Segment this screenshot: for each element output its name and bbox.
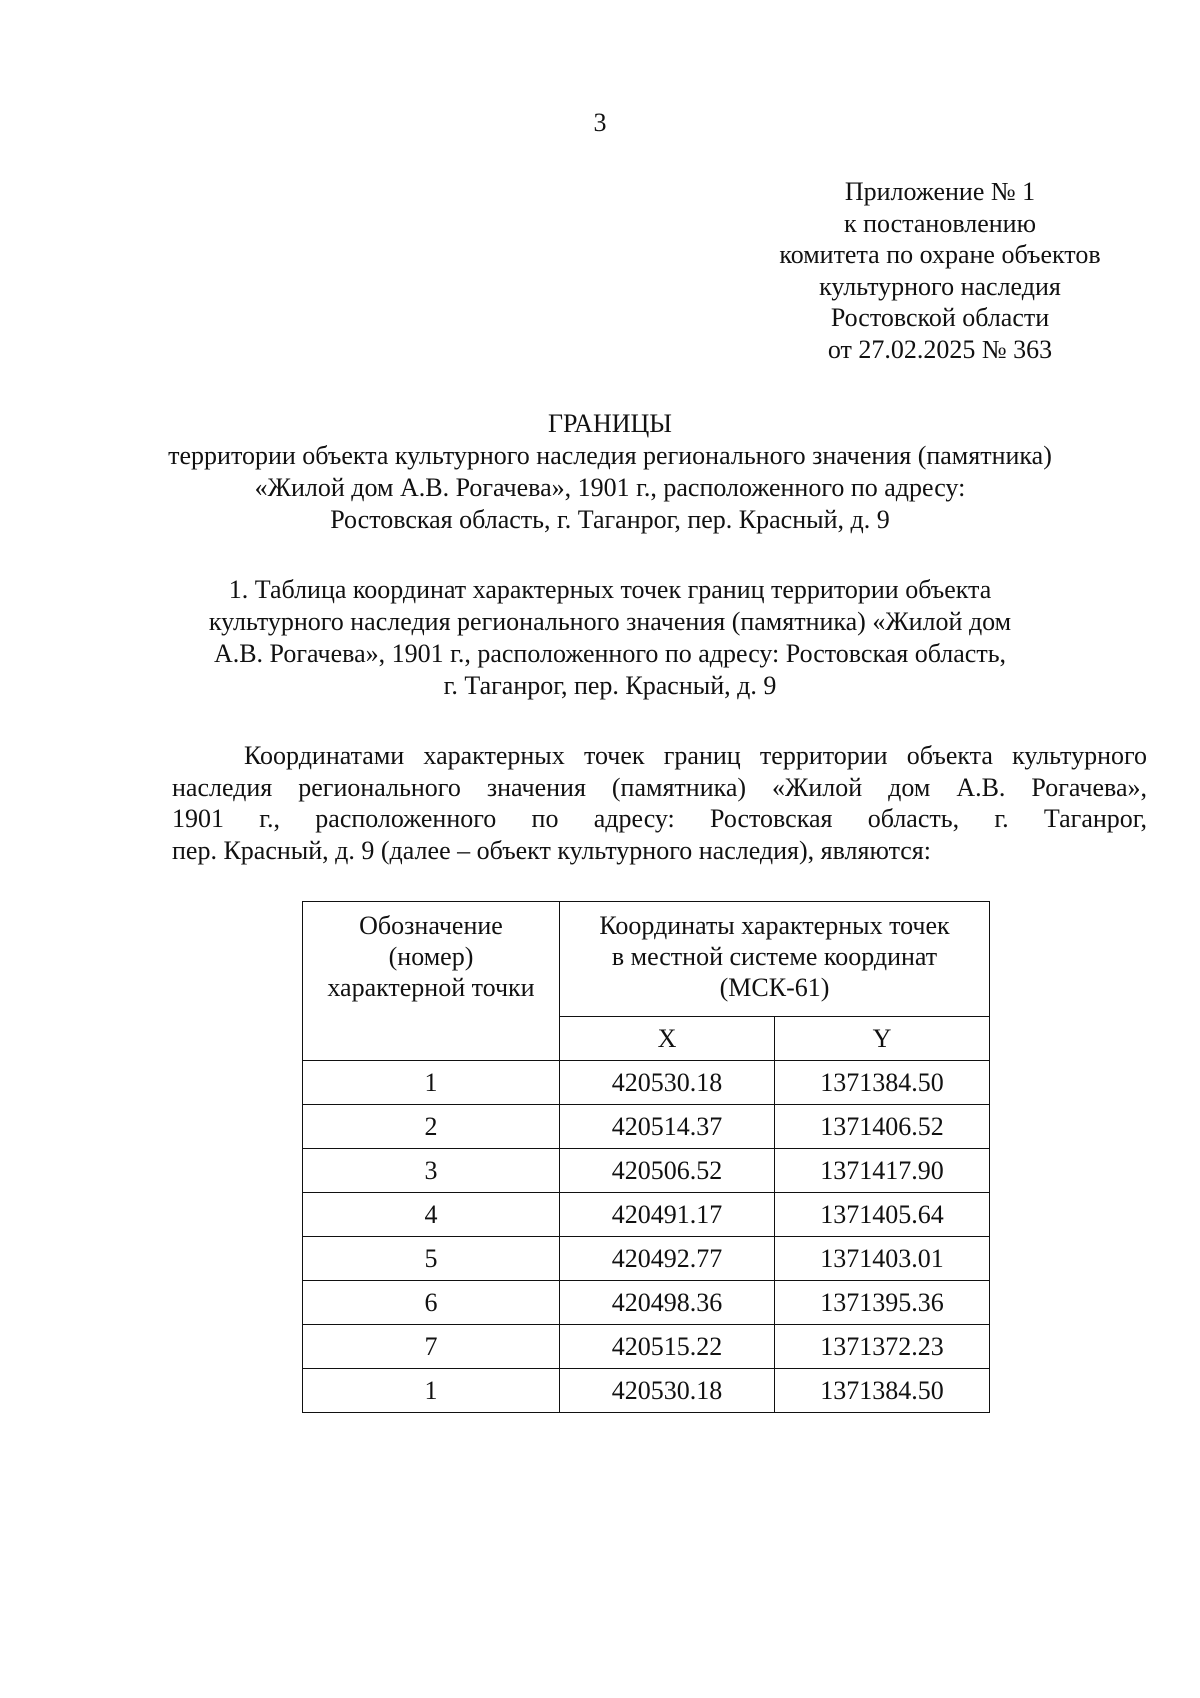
coord-x: 420515.22 xyxy=(560,1325,775,1369)
coord-y: 1371403.01 xyxy=(775,1237,990,1281)
appendix-line: Приложение № 1 xyxy=(844,177,1036,206)
header-point-designation xyxy=(303,902,560,1061)
table-row xyxy=(303,1237,990,1281)
point-number: 1 xyxy=(303,1369,560,1413)
coord-y: 1371395.36 xyxy=(775,1281,990,1325)
header-coords-line: Координаты характерных точек xyxy=(599,911,950,940)
title-line: территории объекта культурного наследия регионального значения (памятника) xyxy=(168,441,1052,470)
section-heading xyxy=(150,574,1070,702)
appendix-header xyxy=(760,176,1120,365)
table-row xyxy=(303,1193,990,1237)
page-number: 3 xyxy=(593,108,607,137)
point-number: 7 xyxy=(303,1325,560,1369)
header-point-line: (номер) xyxy=(388,942,474,971)
intro-line: 1901 г., расположенного по адресу: Ростовская область, г. Таганрог, xyxy=(172,804,1147,833)
coord-y: 1371384.50 xyxy=(775,1061,990,1105)
coordinates-table xyxy=(302,901,990,1413)
header-x: X xyxy=(560,1017,775,1061)
section-line: 1. Таблица координат характерных точек границ территории объекта xyxy=(228,575,992,604)
point-number: 5 xyxy=(303,1237,560,1281)
document-title xyxy=(150,408,1070,536)
point-number: 6 xyxy=(303,1281,560,1325)
table-row xyxy=(303,1325,990,1369)
appendix-line: Ростовской области xyxy=(830,303,1050,332)
section-line: культурного наследия регионального значения (памятника) «Жилой дом xyxy=(208,607,1012,636)
header-coordinates xyxy=(560,902,990,1017)
coord-x: 420514.37 xyxy=(560,1105,775,1149)
point-number: 2 xyxy=(303,1105,560,1149)
header-coords-line: в местной системе координат xyxy=(611,942,938,971)
appendix-line: культурного наследия xyxy=(819,271,1061,301)
appendix-line: комитета по охране объектов xyxy=(779,240,1101,269)
coord-x: 420506.52 xyxy=(560,1149,775,1193)
header-point-line: характерной точки xyxy=(327,973,535,1002)
intro-line: наследия регионального значения (памятника) «Жилой дом А.В. Рогачева», xyxy=(172,772,1147,802)
title-line: Ростовская область, г. Таганрог, пер. Красный, д. 9 xyxy=(330,505,890,534)
coord-x: 420491.17 xyxy=(560,1193,775,1237)
coord-x: 420498.36 xyxy=(560,1281,775,1325)
header-coords-line: (МСК-61) xyxy=(719,973,830,1002)
coord-y: 1371417.90 xyxy=(775,1149,990,1193)
coord-x: 420530.18 xyxy=(560,1061,775,1105)
title-line: «Жилой дом А.В. Рогачева», 1901 г., расположенного по адресу: xyxy=(254,473,966,502)
intro-line: пер. Красный, д. 9 (далее – объект культурного наследия), являются: xyxy=(172,835,931,865)
appendix-line: к постановлению xyxy=(843,208,1037,238)
table-row xyxy=(303,1061,990,1105)
point-number: 1 xyxy=(303,1061,560,1105)
table-row xyxy=(303,1149,990,1193)
section-line: г. Таганрог, пер. Красный, д. 9 xyxy=(443,671,777,700)
coord-y: 1371372.23 xyxy=(775,1325,990,1369)
point-number: 3 xyxy=(303,1149,560,1193)
table-row xyxy=(303,1105,990,1149)
appendix-line: от 27.02.2025 № 363 xyxy=(827,334,1053,364)
intro-line: Координатами характерных точек границ территории объекта культурного xyxy=(244,741,1147,770)
table-row xyxy=(303,1369,990,1413)
coord-y: 1371405.64 xyxy=(775,1193,990,1237)
coord-y: 1371406.52 xyxy=(775,1105,990,1149)
coord-x: 420492.77 xyxy=(560,1237,775,1281)
header-point-line: Обозначение xyxy=(359,911,503,940)
intro-paragraph xyxy=(172,740,1147,866)
coord-x: 420530.18 xyxy=(560,1369,775,1413)
section-line: А.В. Рогачева», 1901 г., расположенного по адресу: Ростовская область, xyxy=(213,639,1007,668)
point-number: 4 xyxy=(303,1193,560,1237)
title-heading: ГРАНИЦЫ xyxy=(548,409,672,438)
table-row xyxy=(303,1281,990,1325)
header-y: Y xyxy=(775,1017,990,1061)
coord-y: 1371384.50 xyxy=(775,1369,990,1413)
